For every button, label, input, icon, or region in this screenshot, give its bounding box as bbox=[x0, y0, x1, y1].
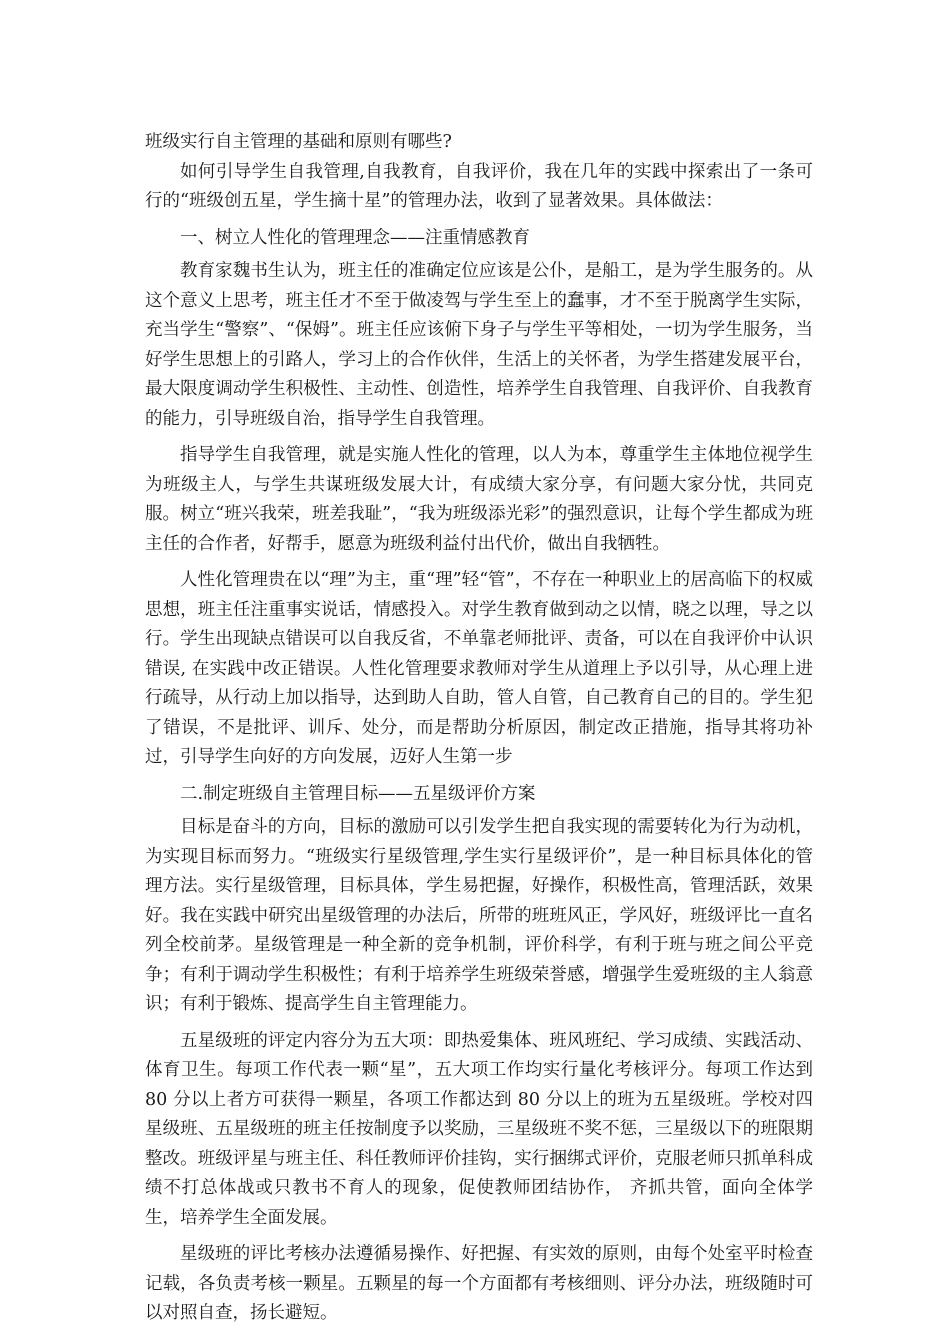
paragraph-intro: 如何引导学生自我管理,自我教育，自我评价，我在几年的实践中探索出了一条可行的“班级创五星，学生摘十星”的管理办法，收到了显著效果。具体做法： bbox=[145, 161, 813, 211]
paragraph: 人性化管理贵在以“理”为主，重“理”轻“管”，不存在一种职业上的居高临下的权威思想，班主任注重事实说话，情感投入。对学生教育做到动之以情，晓之以理，导之以行。学生出现缺点错误可以自我反省，不单靠老师批评、责备，可以在自我评价中认识错误, 在实践中改正错误。人性化管理要求教师对学生从道理上予以引导，从心理上进行疏导，从行动上加以指导，达到助人自助，管人自管，自己教育自己的目的。学生犯了错误，不是批评、训斥、处分，而是帮助分析原因，制定改正措施，指导其将功补过，引导学生向好的方向发展，迈好人生第一步 bbox=[145, 570, 813, 767]
section-heading-1: 一、树立人性化的管理理念——注重情感教育 bbox=[180, 227, 530, 248]
paragraph: 指导学生自我管理，就是实施人性化的管理，以人为本，尊重学生主体地位视学生为班级主人，与学生共谋班级发展大计，有成绩大家分享，有问题大家分忧，共同克服。树立“班兴我荣，班差我耻”，“我为班级添光彩”的强烈意识，让每个学生都成为班主任的合作者，好帮手，愿意为班级利益付出代价，做出自我牺牲。 bbox=[145, 445, 813, 554]
section-heading-2: 二.制定班级自主管理目标——五星级评价方案 bbox=[180, 783, 536, 804]
document-title: 班级实行自主管理的基础和原则有哪些? bbox=[145, 132, 452, 152]
paragraph: 五星级班的评定内容分为五大项：即热爱集体、班风班纪、学习成绩、实践活动、体育卫生。每项工作代表一颗“星”，五大项工作均实行量化考核评分。每项工作达到 80 分以上者方可获得一颗星，各项工作都达到 80 分以上的班为五星级班。学校对四星级班、五星级班的班主任按制度予以奖励，三星级班不奖不惩，三星级以下的班限期整改。班级评星与班主任、科任教师评价挂钩，实行捆绑式评价，克服老师只抓单科成绩不打总体战或只教书不育人的现象，促使教师团结协作， 齐抓共管，面向全体学生，培养学生全面发展。 bbox=[145, 1030, 813, 1228]
paragraph: 星级班的评比考核办法遵循易操作、好把握、有实效的原则，由每个处室平时检查记载，各负责考核一颗星。五颗星的每一个方面都有考核细则、评分办法，班级随时可以对照自查，扬长避短。 bbox=[145, 1244, 813, 1323]
paragraph: 目标是奋斗的方向，目标的激励可以引发学生把自我实现的需要转化为行为动机，为实现目标而努力。“班级实行星级管理,学生实行星级评价”，是一种目标具体化的管理方法。实行星级管理，目标具体，学生易把握，好操作，积极性高，管理活跃，效果好。我在实践中研究出星级管理的办法后，所带的班班风正，学风好，班级评比一直名列全校前茅。星级管理是一种全新的竞争机制，评价科学，有利于班与班之间公平竞争；有利于调动学生积极性；有利于培养学生班级荣誉感，增强学生爱班级的主人翁意识；有利于锻炼、提高学生自主管理能力。 bbox=[145, 817, 813, 1014]
document-body bbox=[145, 128, 813, 1336]
paragraph: 教育家魏书生认为，班主任的准确定位应该是公仆，是船工，是为学生服务的。从这个意义上思考，班主任才不至于做凌驾与学生至上的蠢事，才不至于脱离学生实际，充当学生“警察”、“保姆”。班主任应该俯下身子与学生平等相处，一切为学生服务，当好学生思想上的引路人，学习上的合作伙伴，生活上的关怀者，为学生搭建发展平台，最大限度调动学生积极性、主动性、创造性，培养学生自我管理、自我评价、自我教育的能力，引导班级自治，指导学生自我管理。 bbox=[145, 261, 813, 429]
